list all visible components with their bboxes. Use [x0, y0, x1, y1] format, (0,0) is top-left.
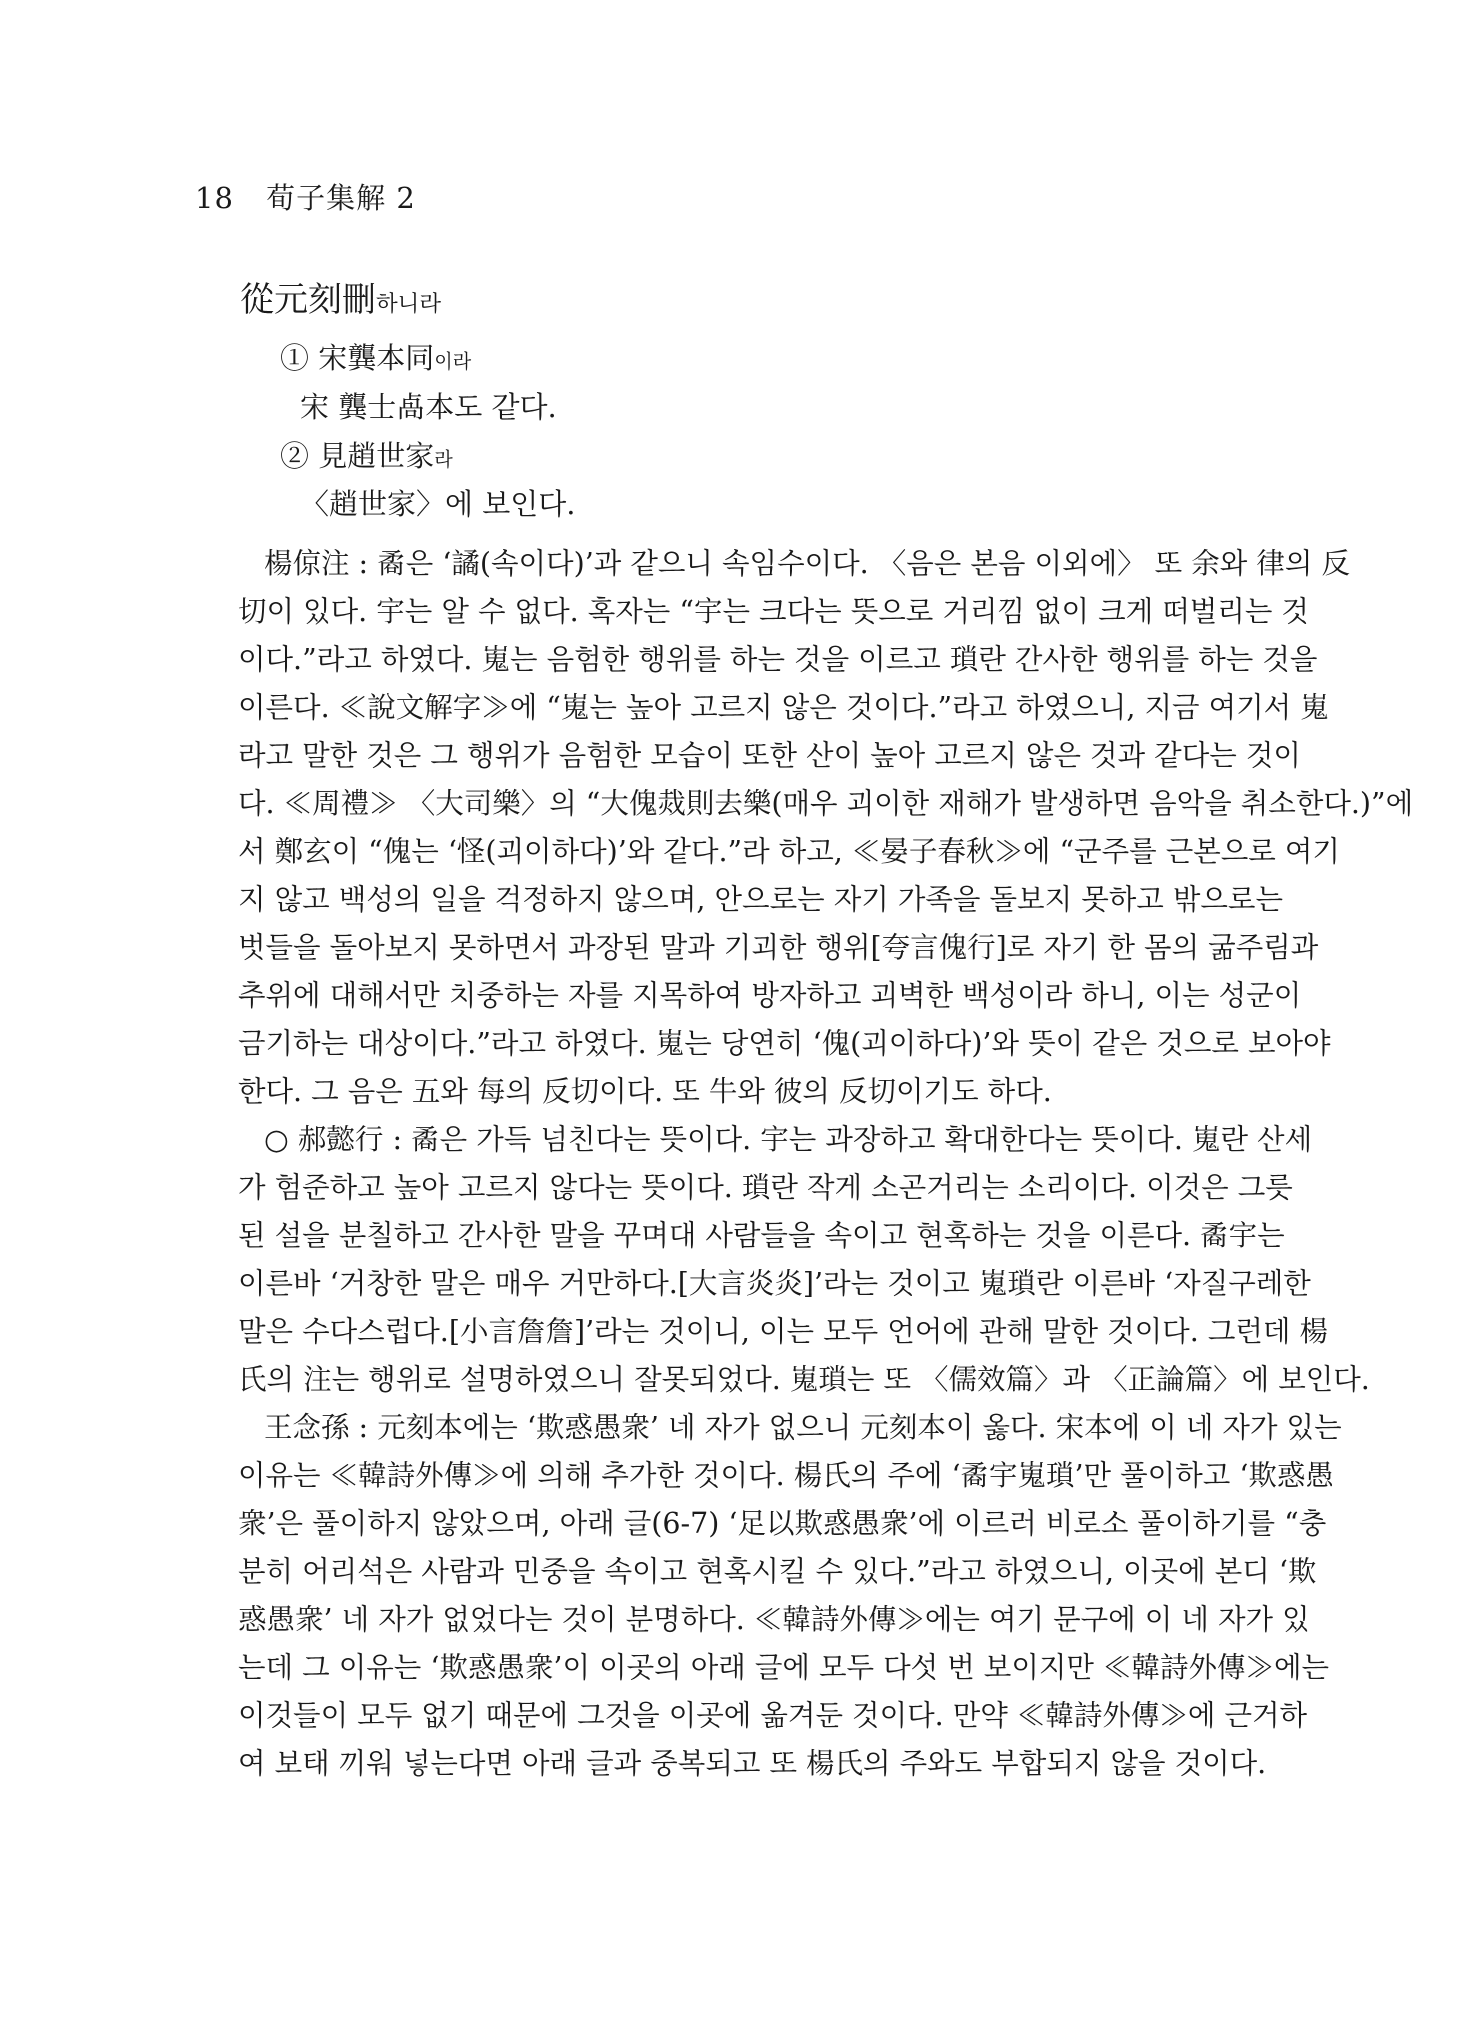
- note-1-head: [280, 336, 471, 377]
- commentary-line: 氏의 注는 행위로 설명하였으니 잘못되었다. 嵬瑣는 또 〈儒效篇〉과 〈正論篇〉에 보인다.: [238, 1363, 1370, 1396]
- commentary-line: 惑愚衆’ 네 자가 없었다는 것이 분명하다. ≪韓詩外傳≫에는 여기 문구에 이 네 자가 있: [238, 1603, 1310, 1636]
- commentary-line: 楊倞注 : 矞은 ‘譎(속이다)’과 같으니 속임수이다. 〈음은 본음 이외에〉 또 余와 律의 反: [264, 547, 1350, 580]
- commentary-block: [238, 540, 1414, 1788]
- commentary-line: 가 험준하고 높아 고르지 않다는 뜻이다. 瑣란 작게 소곤거리는 소리이다. 이것은 그릇: [238, 1171, 1293, 1204]
- book-title: 荀子集解 2: [266, 181, 416, 215]
- commentary-line: 된 설을 분칠하고 간사한 말을 꾸며대 사람들을 속이고 현혹하는 것을 이른다. 矞宇는: [238, 1219, 1285, 1252]
- commentary-line: 말은 수다스럽다.[小言詹詹]’라는 것이니, 이는 모두 언어에 관해 말한 것이다. 그런데 楊: [238, 1315, 1328, 1348]
- main-text-hanja: 從元刻刪: [240, 280, 376, 320]
- commentary-line: 이다.”라고 하였다. 嵬는 음험한 행위를 하는 것을 이르고 瑣란 간사한 행위를 하는 것을: [238, 643, 1318, 676]
- commentary-line: 서 鄭玄이 “傀는 ‘怪(괴이하다)’와 같다.”라 하고, ≪晏子春秋≫에 “군주를 근본으로 여기: [238, 835, 1340, 868]
- commentary-line: ○ 郝懿行 : 矞은 가득 넘친다는 뜻이다. 宇는 과장하고 확대한다는 뜻이다. 嵬란 산세: [264, 1123, 1313, 1156]
- commentary-line: 는데 그 이유는 ‘欺惑愚衆’이 이곳의 아래 글에 모두 다섯 번 보이지만 ≪韓詩外傳≫에는: [238, 1651, 1330, 1684]
- running-header: [195, 176, 416, 217]
- commentary-line: 한다. 그 음은 五와 每의 反切이다. 또 牛와 彼의 反切이기도 하다.: [238, 1075, 1052, 1108]
- commentary-line: 이것들이 모두 없기 때문에 그것을 이곳에 옮겨둔 것이다. 만약 ≪韓詩外傳≫에 근거하: [238, 1699, 1308, 1732]
- note-2-suffix: 라: [434, 448, 453, 471]
- note-2-marker: ②: [280, 439, 310, 473]
- note-2-text: 見趙世家: [318, 439, 435, 473]
- commentary-line: 이른바 ‘거창한 말은 매우 거만하다.[大言炎炎]’라는 것이고 嵬瑣란 이른바 ‘자질구레한: [238, 1267, 1311, 1300]
- commentary-line: 지 않고 백성의 일을 걱정하지 않으며, 안으로는 자기 가족을 돌보지 못하고 밖으로는: [238, 883, 1283, 916]
- note-1-suffix: 이라: [434, 350, 472, 373]
- commentary-line: 여 보태 끼워 넣는다면 아래 글과 중복되고 또 楊氏의 주와도 부합되지 않을 것이다.: [238, 1747, 1267, 1780]
- commentary-line: 切이 있다. 宇는 알 수 없다. 혹자는 “宇는 크다는 뜻으로 거리낌 없이 크게 떠벌리는 것: [238, 595, 1309, 628]
- commentary-line: 벗들을 돌아보지 못하면서 과장된 말과 기괴한 행위[夸言傀行]로 자기 한 몸의 굶주림과: [238, 931, 1319, 964]
- commentary-line: 이유는 ≪韓詩外傳≫에 의해 추가한 것이다. 楊氏의 주에 ‘矞宇嵬瑣’만 풀이하고 ‘欺惑愚: [238, 1459, 1334, 1492]
- commentary-line: 이른다. ≪說文解字≫에 “嵬는 높아 고르지 않은 것이다.”라고 하였으니, 지금 여기서 嵬: [238, 691, 1329, 724]
- note-1-marker: ①: [280, 341, 310, 375]
- commentary-line: 王念孫 : 元刻本에는 ‘欺惑愚衆’ 네 자가 없으니 元刻本이 옳다. 宋本에 이 네 자가 있는: [264, 1411, 1342, 1444]
- commentary-line: 금기하는 대상이다.”라고 하였다. 嵬는 당연히 ‘傀(괴이하다)’와 뜻이 같은 것으로 보아야: [238, 1027, 1331, 1060]
- note-1-translation: 宋 龔士卨本도 같다.: [300, 390, 557, 424]
- note-2-head: [280, 434, 453, 475]
- note-1-text: 宋龔本同: [318, 341, 435, 375]
- commentary-line: 분히 어리석은 사람과 민중을 속이고 현혹시킬 수 있다.”라고 하였으니, 이곳에 본디 ‘欺: [238, 1555, 1317, 1588]
- commentary-line: 衆’은 풀이하지 않았으며, 아래 글(6-7) ‘足以欺惑愚衆’에 이르러 비로소 풀이하기를 “충: [238, 1507, 1327, 1540]
- commentary-line: 다. ≪周禮≫ 〈大司樂〉의 “大傀烖則去樂(매우 괴이한 재해가 발생하면 음악을 취소한다.)”에: [238, 787, 1414, 820]
- note-2-translation: 〈趙世家〉에 보인다.: [300, 487, 576, 521]
- main-text: [240, 272, 441, 321]
- main-text-suffix: 하니라: [376, 291, 442, 317]
- commentary-line: 라고 말한 것은 그 행위가 음험한 모습이 또한 산이 높아 고르지 않은 것과 같다는 것이: [238, 739, 1301, 772]
- page-number: 18: [195, 181, 234, 215]
- commentary-line: 추위에 대해서만 치중하는 자를 지목하여 방자하고 괴벽한 백성이라 하니, 이는 성군이: [238, 979, 1302, 1012]
